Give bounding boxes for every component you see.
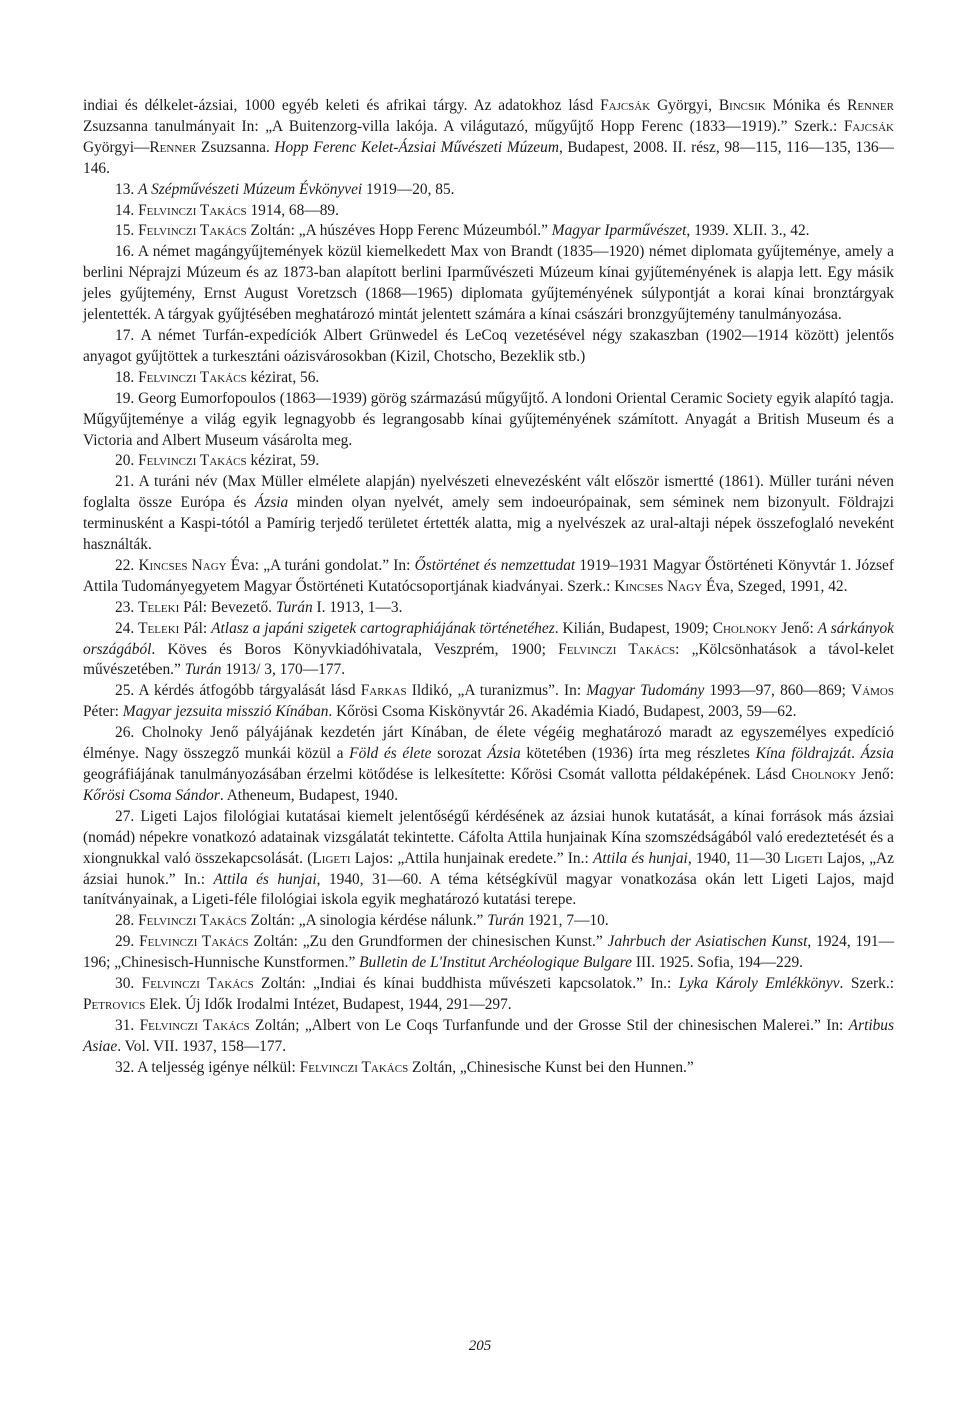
footnote-15: 15. Felvinczi Takács Zoltán: „A húszéves Hopp Ferenc Múzeumból.” Magyar Iparművészet, 1939. XLII. 3., 42. — [115, 222, 810, 240]
footnote-13: 13. A Szépművészeti Múzeum Évkönyvei 1919—20, 85. — [115, 180, 455, 198]
footnote-29: 29. Felvinczi Takács Zoltán: „Zu den Grundformen der chinesischen Kunst.” Jahrbuch der Asiatischen Kunst, 1924, 191—196; „Chinesisch-Hunnische Kunstformen.” Bulletin de L'Institut Archéologique Bulgare III. 1925. Sofia, 194—229. — [83, 933, 894, 972]
page-number: 205 — [468, 1338, 492, 1354]
footnote-17: 17. A német Turfán-expedíciók Albert Grünwedel és LeCoq vezetésével négy szakaszban (1902—1914 között) jelentős anyagot gyűjtöttek a turkesztáni oázisvárosokban (Kizil, Chotscho, Bezeklik stb.) — [83, 326, 894, 365]
footnote-25: 25. A kérdés átfogóbb tárgyalását lásd Farkas Ildikó, „A turanizmus”. In: Magyar Tudomány 1993—97, 860—869; Vámos Péter: Magyar jezsuita misszió Kínában. Kőrösi Csoma Kiskönyvtár 26. Akadémia Kiadó, Budapest, 2003, 59—62. — [83, 682, 894, 721]
footnote-16: 16. A német magángyűjtemények közül kiemelkedett Max von Brandt (1835—1920) német diplomata gyűjteménye, amely a berlini Néprajzi Múzeum és az 1873-ban alapított berlini Iparművészeti Múzeum kínai gyjűteményének is alapja lett. Egy másik jeles gyűjtemény, Ernst August Voretzsch (1868—1965) diplomata gyűjteményének súlypontját a korai kínai bronztárgyak jelentették. A tárgyak gyűjtésében meghatározó mintát jelentett számára a kínai császári bronzgyűjtemény tanulmányozása. — [83, 243, 894, 324]
footnote-24: 24. Teleki Pál: Atlasz a japáni szigetek cartographiájának történetéhez. Kilián, Budapest, 1909; Cholnoky Jenő: A sárkányok országából. Köves és Boros Könyvkiadóhivatala, Veszprém, 1900; Felvinczi Takács: „Kölcsönhatások a távol-kelet művészetében.” Turán 1913/ 3, 170—177. — [83, 619, 895, 679]
footnote-21: 21. A turáni név (Max Müller elmélete alapján) nyelvészeti elnevezésként vált először ismertté (1861). Müller turáni néven foglalta össze Európa és Ázsia minden olyan nyelvét, amely sem indoeurópainak, sem séminek nem bizonyult. Földrajzi terminusként a Kaspi-tótól a Pamírig terjedő területet értették alatta, mig a nyelvészek az ural-altaji népek összefoglaló neveként használták. — [83, 473, 895, 554]
footnote-26: 26. Cholnoky Jenő pályájának kezdetén járt Kínában, de élete végéig meghatározó maradt az egyszemélyes expedíció élménye. Nagy összegző munkái közül a Föld és élete sorozat Ázsia kötetében (1936) írta meg részletes Kína földrajzát. Ázsia geográfiájának tanulmányozásában érzelmi kötődése is lelkesítette: Kőrösi Csomát vallotta példaképének. Lásd Cholnoky Jenő: Kőrösi Csoma Sándor. Atheneum, Budapest, 1940. — [83, 724, 894, 804]
footnote-19: 19. Georg Eumorfopoulos (1863—1939) görög származású műgyűjtő. A londoni Oriental Ceramic Society egyik alapító tagja. Műgyűjteménye a világ egyik legnagyobb és legrangosabb kínai gyűjteményének számított. Anyagát a British Museum és a Victoria and Albert Museum vásárolta meg. — [83, 389, 894, 449]
footnote-18: 18. Felvinczi Takács kézirat, 56. — [115, 368, 320, 386]
footnotes — [83, 96, 894, 1079]
footnote-22: 22. Kincses Nagy Éva: „A turáni gondolat.” In: Őstörténet és nemzettudat 1919–1931 Magyar Őstörténeti Könyvtár 1. József Attila Tudományegyetem Magyar Őstörténeti Kutatócsoportjának kiadványai. Szerk.: Kincses Nagy Éva, Szeged, 1991, 42. — [83, 556, 894, 595]
footnote-31: 31. Felvinczi Takács Zoltán; „Albert von Le Coqs Turfanfunde und der Grosse Stil der chinesischen Malerei.” In: Artibus Asiae. Vol. VII. 1937, 158—177. — [83, 1016, 894, 1055]
footnote-14: 14. Felvinczi Takács 1914, 68—89. — [115, 201, 339, 219]
footnote-23: 23. Teleki Pál: Bevezető. Turán I. 1913, 1—3. — [115, 598, 403, 616]
footnote-32: 32. A teljesség igénye nélkül: Felvinczi Takács Zoltán, „Chinesische Kunst bei den Hunnen.” — [115, 1058, 694, 1076]
footnote-20: 20. Felvinczi Takács kézirat, 59. — [115, 452, 320, 470]
footnote-30: 30. Felvinczi Takács Zoltán: „Indiai és kínai buddhista művészeti kapcsolatok.” In.: Lyka Károly Emlékkönyv. Szerk.: Petrovics Elek. Új Idők Irodalmi Intézet, Budapest, 1944, 291—297. — [83, 975, 894, 1013]
footnote-28: 28. Felvinczi Takács Zoltán: „A sinologia kérdése nálunk.” Turán 1921, 7—10. — [115, 912, 609, 930]
footnote-12-continuation: indiai és délkelet-ázsiai, 1000 egyéb keleti és afrikai tárgy. Az adatokhoz lásd Fajcsák Györgyi, Bincsik Mónika és Renner Zsuzsanna tanulmányait In: „A Buitenzorg-villa lakója. A világutazó, műgyűjtő Hopp Ferenc (1833—1919).” Szerk.: Fajcsák Györgyi—Renner Zsuzsanna. Hopp Ferenc Kelet-Ázsiai Művészeti Múzeum, Budapest, 2008. II. rész, 98—115, 116—135, 136—146. — [83, 97, 894, 177]
footnote-27: 27. Ligeti Lajos filológiai kutatásai kiemelt jelentőségű kérdésének az ázsiai hunok kutatását, a kínai források más ázsiai (nomád) népekre vonatkozó adatainak vizsgálatát tekintette. Cáfolta Attila hunjainak Kína szomszédságából való eredeztetését és a xiongnukkal való összekapcsolását. (Ligeti Lajos: „Attila hunjainak eredete.” In.: Attila és hunjai, 1940, 11—30 Ligeti Lajos, „Az ázsiai hunok.” In.: Attila és hunjai, 1940, 31—60. A téma kétségkívül magyar vonatkozása okán lett Ligeti Lajos, majd tanítványainak, a Ligeti-féle filológiai iskola egyik meghatározó kutatási terepe. — [83, 807, 894, 909]
